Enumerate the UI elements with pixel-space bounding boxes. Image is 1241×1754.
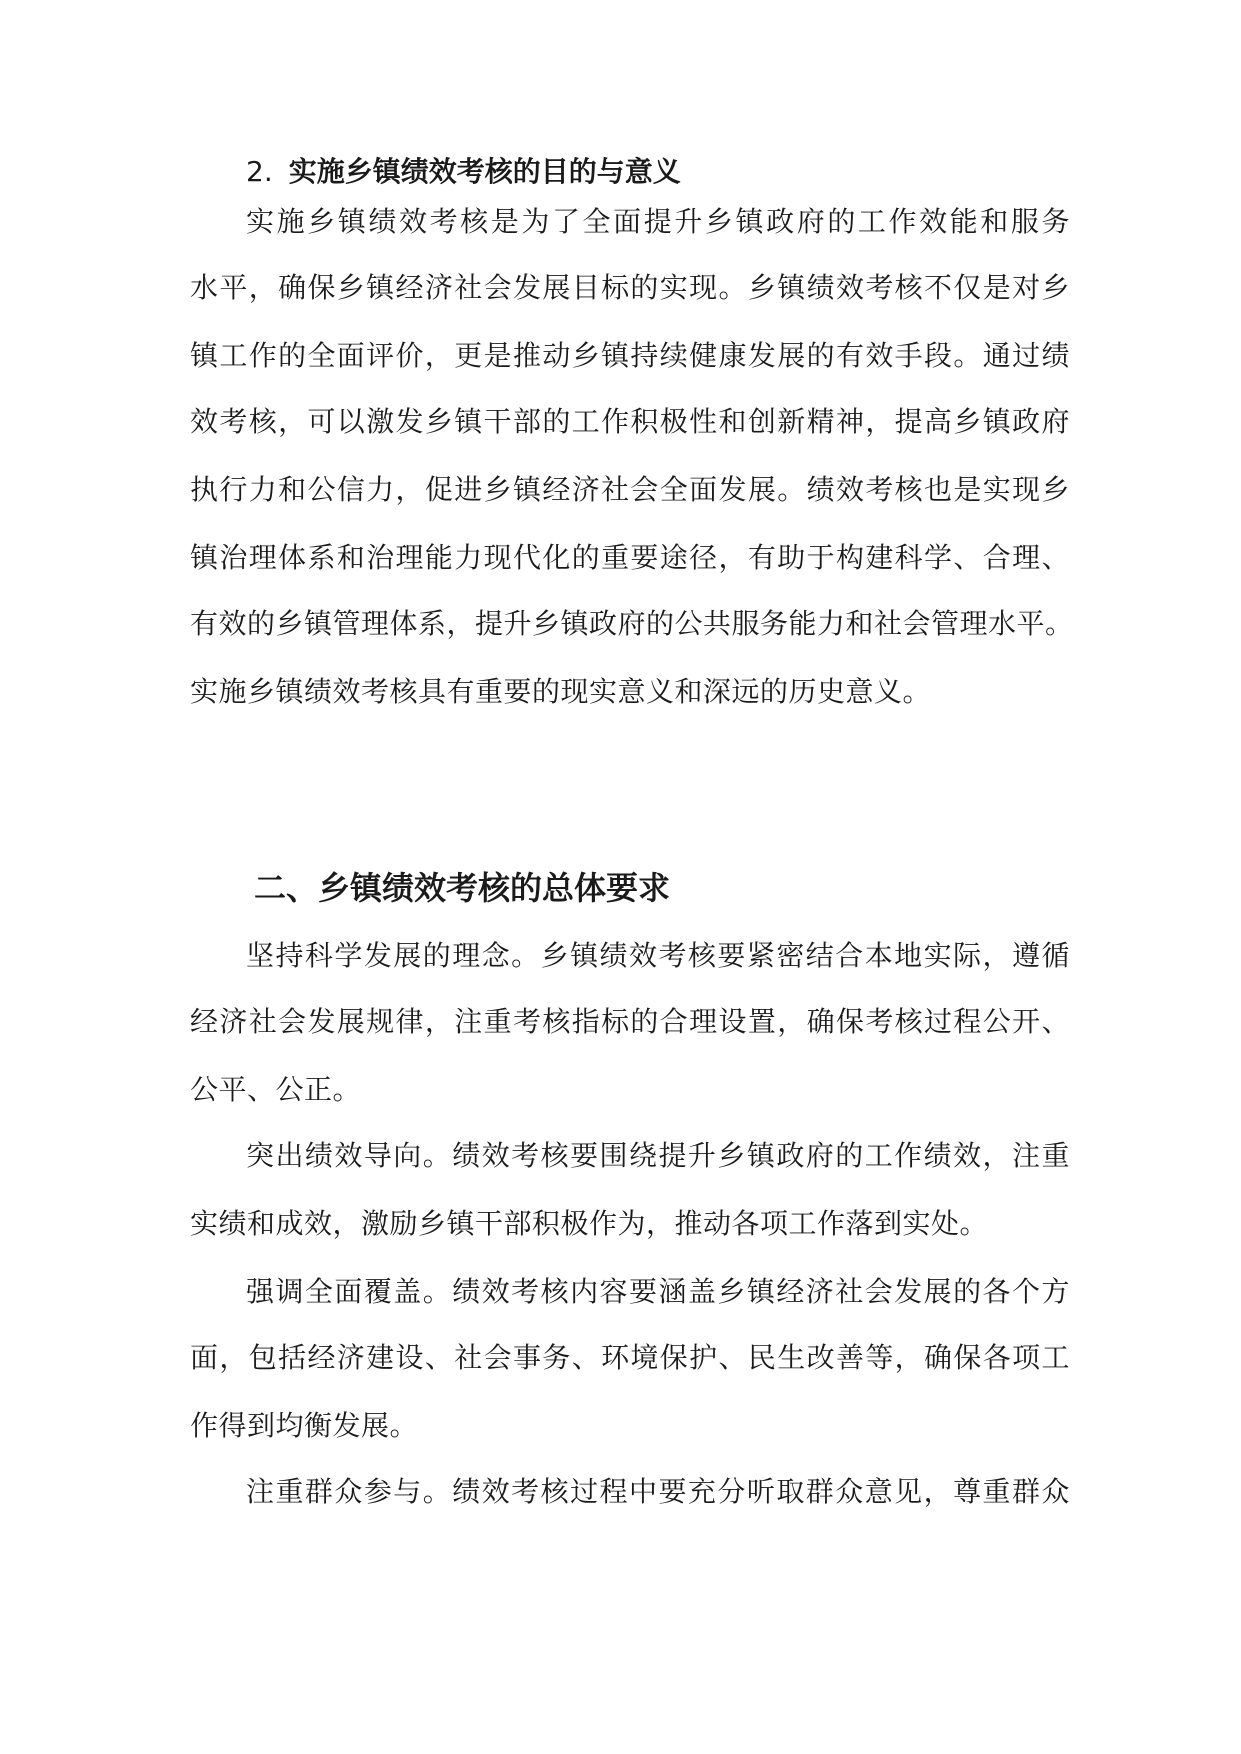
paragraph-line: 注重群众参与。绩效考核过程中要充分听取群众意见，尊重群众 [246,1475,1070,1508]
paragraph-line: 经济社会发展规律，注重考核指标的合理设置，确保考核过程公开、 [190,1005,1070,1038]
paragraph-line: 坚持科学发展的理念。乡镇绩效考核要紧密结合本地实际，遵循 [246,939,1070,972]
paragraph-line: 公平、公正。 [190,1073,362,1106]
paragraph-line: 实施乡镇绩效考核具有重要的现实意义和深远的历史意义。 [190,675,932,708]
paragraph-line: 强调全面覆盖。绩效考核内容要涵盖乡镇经济社会发展的各个方 [246,1275,1070,1308]
section-heading: 二、乡镇绩效考核的总体要求 [254,869,671,907]
paragraph-line: 作得到均衡发展。 [190,1409,419,1442]
paragraph-line: 水平，确保乡镇经济社会发展目标的实现。乡镇绩效考核不仅是对乡 [190,271,1070,304]
paragraph-line: 镇工作的全面评价，更是推动乡镇持续健康发展的有效手段。通过绩 [190,339,1070,372]
paragraph-line: 有效的乡镇管理体系，提升乡镇政府的公共服务能力和社会管理水平。 [190,607,1074,640]
paragraph-line: 执行力和公信力，促进乡镇经济社会全面发展。绩效考核也是实现乡 [190,473,1070,506]
paragraph-line: 实施乡镇绩效考核是为了全面提升乡镇政府的工作效能和服务 [246,205,1070,238]
paragraph-line: 实绩和成效，激励乡镇干部积极作为，推动各项工作落到实处。 [190,1207,989,1240]
paragraph-line: 镇治理体系和治理能力现代化的重要途径，有助于构建科学、合理、 [190,541,1070,574]
subsection-number: 2. [246,155,273,188]
subsection-title: 实施乡镇绩效考核的目的与意义 [288,155,681,188]
subsection-heading [246,154,681,190]
paragraph-line: 突出绩效导向。绩效考核要围绕提升乡镇政府的工作绩效，注重 [246,1139,1070,1172]
paragraph-line: 面，包括经济建设、社会事务、环境保护、民生改善等，确保各项工 [190,1341,1070,1374]
paragraph-line: 效考核，可以激发乡镇干部的工作积极性和创新精神，提高乡镇政府 [190,405,1070,438]
